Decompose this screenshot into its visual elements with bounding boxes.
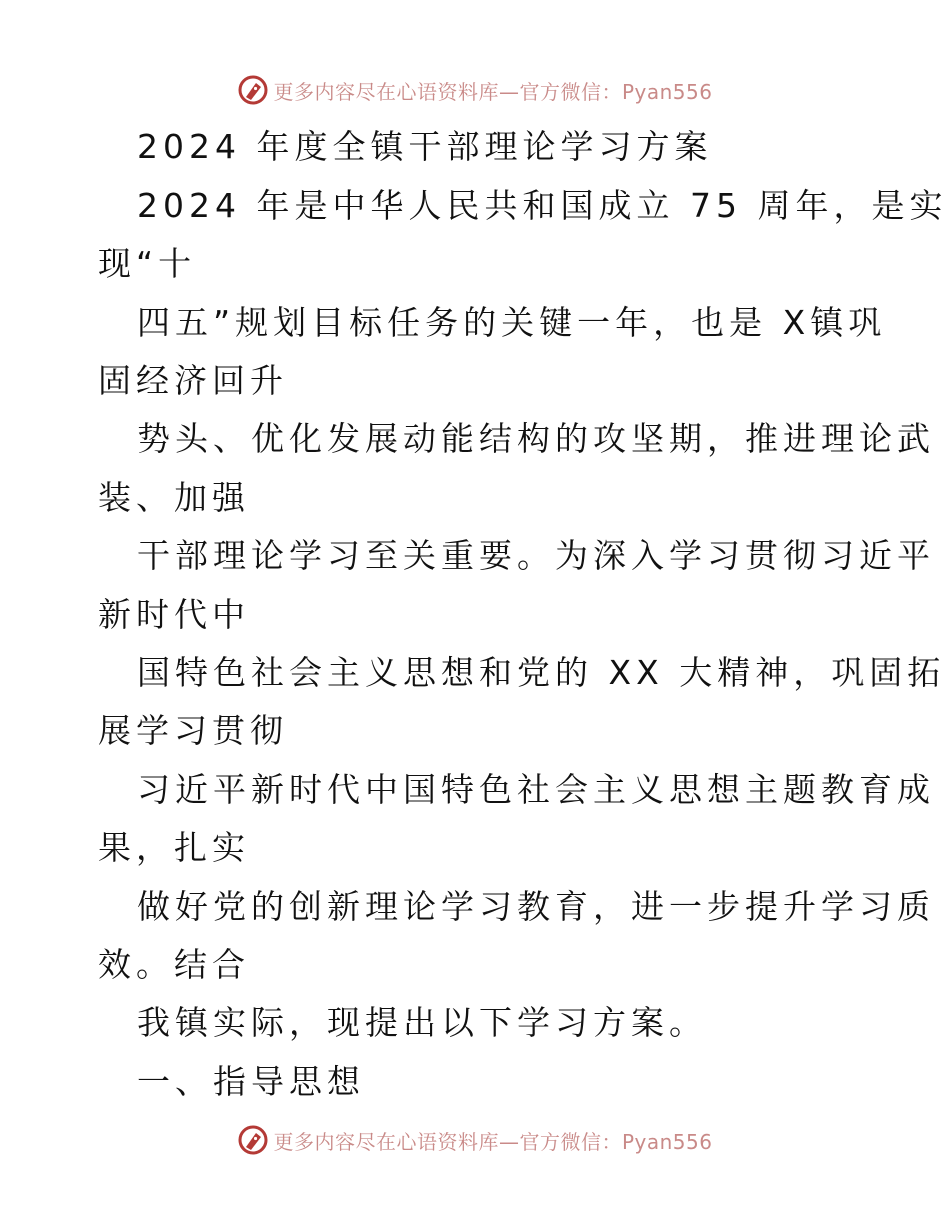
pen-nib-circle-icon	[237, 74, 269, 106]
paragraph-line: 效。结合	[98, 945, 250, 984]
pen-nib-circle-icon	[237, 1124, 269, 1156]
paragraph-line: 展学习贯彻	[98, 711, 288, 750]
paragraph-line: 固经济回升	[98, 361, 288, 400]
paragraph-line: 2024 年是中华人民共和国成立 75 周年，是实	[137, 186, 948, 225]
header-watermark	[0, 70, 950, 110]
paragraph-line: 做好党的创新理论学习教育，进一步提升学习质	[137, 887, 935, 926]
paragraph-line: 势头、优化发展动能结构的攻坚期，推进理论武	[137, 419, 935, 458]
paragraph-line: 果，扎实	[98, 828, 250, 867]
paragraph-line: 国特色社会主义思想和党的 XX 大精神，巩固拓	[137, 653, 946, 692]
paragraph-line: 新时代中	[98, 595, 250, 634]
paragraph-line: 四五”规划目标任务的关键一年，也是 X镇巩	[137, 303, 887, 342]
paragraph-line: 我镇实际，现提出以下学习方案。	[137, 1003, 707, 1042]
watermark-text: 更多内容尽在心语资料库—官方微信：Pyan556	[273, 79, 713, 104]
paragraph-line: 现“十	[98, 244, 197, 283]
section-heading: 一、指导思想	[137, 1062, 365, 1101]
watermark-text: 更多内容尽在心语资料库—官方微信：Pyan556	[273, 1129, 713, 1154]
document-title: 2024 年度全镇干部理论学习方案	[137, 127, 713, 166]
footer-watermark	[0, 1120, 950, 1160]
paragraph-line: 干部理论学习至关重要。为深入学习贯彻习近平	[137, 536, 935, 575]
paragraph-line: 装、加强	[98, 478, 250, 517]
paragraph-line: 习近平新时代中国特色社会主义思想主题教育成	[137, 770, 935, 809]
